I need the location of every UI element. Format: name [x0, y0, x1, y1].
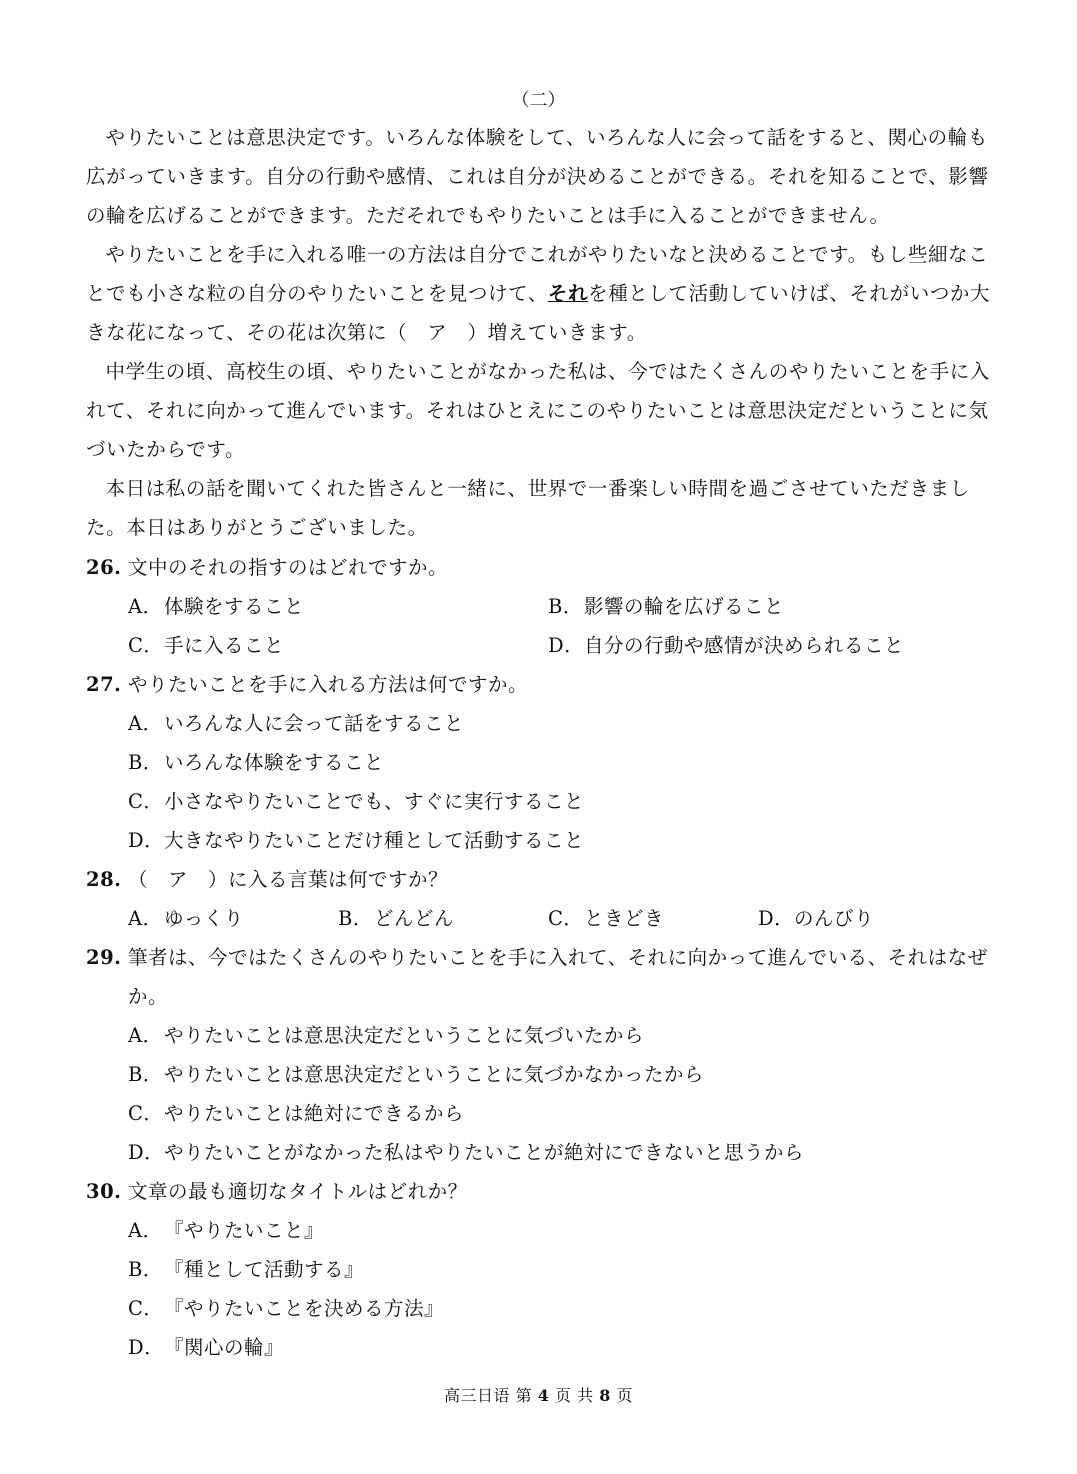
option-a[interactable] — [128, 587, 548, 626]
option-label: A． — [128, 595, 163, 618]
options — [86, 587, 996, 665]
options — [86, 899, 996, 938]
page-footer — [0, 1383, 1077, 1406]
passage-paragraph-1: やりたいことは意思決定です。いろんな体験をして、いろんな人に会って話をすると、関心の輪も広がっていきます。自分の行動や感情、これは自分が決めることができる。それを知ることで、影響の輪を広げることができます。ただそれでもやりたいことは手に入ることができません。 — [86, 126, 989, 227]
option-c[interactable] — [128, 782, 996, 821]
question-26 — [86, 548, 996, 665]
option-text: やりたいことは意思決定だということに気づいたから — [164, 1024, 645, 1047]
option-text: 『やりたいこと』 — [164, 1219, 325, 1242]
option-text: やりたいことは絶対にできるから — [164, 1102, 465, 1125]
footer-subject: 高三日语 — [444, 1386, 511, 1405]
option-text: のんびり — [794, 907, 875, 930]
footer-page-prefix: 第 — [515, 1386, 533, 1405]
options — [86, 1016, 996, 1172]
option-label: D． — [128, 1336, 165, 1359]
passage-text: を種として活動していけば、それがいつか大きな花になって、その花は次第に（ ア ）増えていきます。 — [86, 282, 991, 344]
question-number: 29. — [86, 946, 122, 969]
question-30 — [86, 1172, 996, 1367]
option-label: D． — [128, 1141, 165, 1164]
option-b[interactable] — [128, 1250, 996, 1289]
passage-paragraph-3: 中学生の頃、高校生の頃、やりたいことがなかった私は、今ではたくさんのやりたいことを手に入れて、それに向かって進んでいます。それはひとえにこのやりたいことは意思決定だということに気づいたからです。 — [86, 360, 990, 461]
passage-paragraph-2 — [86, 235, 996, 352]
option-text: いろんな人に会って話をすること — [164, 712, 465, 735]
question-text: 文中のそれの指すのはどれですか。 — [128, 556, 449, 579]
footer-page-number: 4 — [537, 1386, 550, 1405]
option-text: 小さなやりたいことでも、すぐに実行すること — [164, 790, 585, 813]
passage-text: やりたいことを手に入れる唯一の方法は自分でこれがやりたいなと決めることです。もし些細なことでも小さな粒の自分のやりたいことを見つけて、 — [86, 243, 989, 305]
option-text: 影響の輪を広げること — [584, 595, 785, 618]
footer-total-number: 8 — [599, 1386, 611, 1405]
option-a[interactable] — [128, 1211, 996, 1250]
question-28 — [86, 860, 996, 938]
question-list — [86, 548, 996, 1367]
option-text: 『関心の輪』 — [164, 1336, 285, 1359]
option-text: 手に入ること — [164, 634, 285, 657]
option-label: C． — [128, 790, 164, 813]
option-c[interactable] — [128, 1094, 996, 1133]
passage-paragraph-4: 本日は私の話を聞いてくれた皆さんと一緒に、世界で一番楽しい時間を過ごさせていただきました。本日はありがとうございました。 — [86, 477, 970, 539]
option-label: A． — [128, 1024, 163, 1047]
option-a[interactable] — [128, 704, 996, 743]
option-a[interactable] — [128, 899, 338, 938]
section-title: （二） — [511, 90, 566, 111]
reading-passage — [86, 118, 996, 547]
option-c[interactable] — [548, 899, 758, 938]
option-label: C． — [128, 634, 164, 657]
option-label: B． — [548, 595, 583, 618]
question-text: 文章の最も適切なタイトルはどれか？ — [128, 1180, 468, 1203]
question-text: やりたいことを手に入れる方法は何ですか。 — [128, 673, 529, 696]
option-text: ときどき — [584, 907, 665, 930]
question-27 — [86, 665, 996, 860]
option-label: A． — [128, 907, 163, 930]
option-text: ゆっくり — [164, 907, 244, 930]
option-a[interactable] — [128, 1016, 996, 1055]
option-c[interactable] — [128, 626, 548, 665]
option-text: やりたいことは意思決定だということに気づかなかったから — [164, 1063, 705, 1086]
option-label: A． — [128, 1219, 163, 1242]
question-number: 26. — [86, 556, 122, 579]
option-d[interactable] — [548, 626, 968, 665]
option-b[interactable] — [128, 1055, 996, 1094]
option-label: B． — [128, 1258, 163, 1281]
option-label: B． — [338, 907, 373, 930]
option-label: C． — [128, 1102, 164, 1125]
option-text: 自分の行動や感情が決められること — [584, 634, 905, 657]
option-d[interactable] — [128, 821, 996, 860]
option-d[interactable] — [128, 1133, 996, 1172]
option-d[interactable] — [758, 899, 968, 938]
options — [86, 704, 996, 860]
question-number: 27. — [86, 673, 122, 696]
option-text: 大きなやりたいことだけ種として活動すること — [164, 829, 585, 852]
option-text: どんどん — [374, 907, 455, 930]
option-label: D． — [758, 907, 795, 930]
option-text: やりたいことがなかった私はやりたいことが絶対にできないと思うから — [164, 1141, 805, 1164]
option-label: D． — [128, 829, 165, 852]
option-d[interactable] — [128, 1328, 996, 1367]
footer-total-suffix: 页 — [616, 1386, 633, 1405]
option-label: D． — [548, 634, 585, 657]
option-label: C． — [128, 1297, 164, 1320]
footer-total-prefix: 共 — [577, 1386, 594, 1405]
underlined-word: それ — [547, 282, 589, 305]
option-b[interactable] — [128, 743, 996, 782]
option-text: いろんな体験をすること — [164, 751, 385, 774]
footer-page-suffix: 页 — [554, 1386, 572, 1405]
option-label: A． — [128, 712, 163, 735]
option-label: C． — [548, 907, 584, 930]
option-label: B． — [128, 751, 163, 774]
option-b[interactable] — [338, 899, 548, 938]
option-text: 体験をすること — [164, 595, 305, 618]
question-text: 筆者は、今ではたくさんのやりたいことを手に入れて、それに向かって進んでいる、それはなぜか。 — [128, 946, 988, 1008]
option-text: 『やりたいことを決める方法』 — [164, 1297, 445, 1320]
question-number: 28. — [86, 868, 122, 891]
option-b[interactable] — [548, 587, 968, 626]
question-29 — [86, 938, 996, 1172]
options — [86, 1211, 996, 1367]
question-number: 30. — [86, 1180, 122, 1203]
option-label: B． — [128, 1063, 163, 1086]
option-text: 『種として活動する』 — [164, 1258, 365, 1281]
question-text: （ ア ）に入る言葉は何ですか？ — [128, 868, 449, 891]
option-c[interactable] — [128, 1289, 996, 1328]
